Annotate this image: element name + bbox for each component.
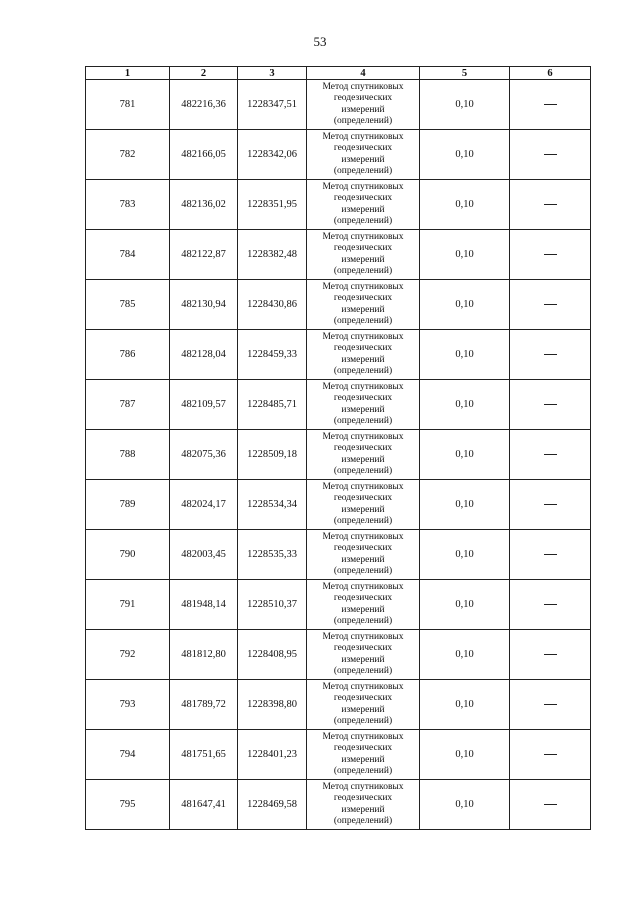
accuracy-cell: 0,10 <box>420 780 510 830</box>
method-line: геодезических <box>333 343 393 353</box>
table-row <box>86 430 591 480</box>
method-line: Метод спутниковых <box>322 331 404 342</box>
point-number-cell: 795 <box>86 780 170 830</box>
method-cell <box>307 730 420 780</box>
accuracy-cell: 0,10 <box>420 430 510 480</box>
table-row <box>86 330 591 380</box>
note-cell <box>510 280 591 330</box>
note-cell <box>510 380 591 430</box>
point-number-cell: 783 <box>86 180 170 230</box>
method-cell <box>307 480 420 530</box>
x-coordinate-cell: 481948,14 <box>170 580 238 630</box>
dash-mark <box>544 554 557 555</box>
accuracy-cell: 0,10 <box>420 380 510 430</box>
method-line: измерений <box>341 104 385 115</box>
note-cell <box>510 630 591 680</box>
method-line: Метод спутниковых <box>322 381 404 392</box>
dash-mark <box>544 754 557 755</box>
accuracy-cell: 0,10 <box>420 230 510 280</box>
accuracy-cell: 0,10 <box>420 80 510 130</box>
column-header: 6 <box>510 67 591 80</box>
method-line: геодезических <box>333 443 393 453</box>
point-number-cell: 793 <box>86 680 170 730</box>
note-cell <box>510 480 591 530</box>
method-line: Метод спутниковых <box>322 781 404 792</box>
y-coordinate-cell: 1228509,18 <box>238 430 307 480</box>
table-row <box>86 130 591 180</box>
method-line: измерений <box>341 754 385 765</box>
x-coordinate-cell: 482024,17 <box>170 480 238 530</box>
x-coordinate-cell: 482109,57 <box>170 380 238 430</box>
point-number-cell: 784 <box>86 230 170 280</box>
dash-mark <box>544 604 557 605</box>
method-line: (определений) <box>333 666 393 676</box>
dash-mark <box>544 104 557 105</box>
method-line: Метод спутниковых <box>322 431 404 442</box>
column-header: 2 <box>170 67 238 80</box>
method-line: геодезических <box>333 693 393 703</box>
column-header: 5 <box>420 67 510 80</box>
method-line: измерений <box>341 204 385 215</box>
y-coordinate-cell: 1228398,80 <box>238 680 307 730</box>
table-row <box>86 80 591 130</box>
note-cell <box>510 80 591 130</box>
dash-mark <box>544 304 557 305</box>
table-row <box>86 180 591 230</box>
method-line: геодезических <box>333 93 393 103</box>
point-number-cell: 787 <box>86 380 170 430</box>
note-cell <box>510 730 591 780</box>
method-line: Метод спутниковых <box>322 681 404 692</box>
method-line: геодезических <box>333 593 393 603</box>
note-cell <box>510 180 591 230</box>
note-cell <box>510 680 591 730</box>
method-line: Метод спутниковых <box>322 281 404 292</box>
method-cell <box>307 680 420 730</box>
method-line: (определений) <box>333 816 393 826</box>
x-coordinate-cell: 482216,36 <box>170 80 238 130</box>
dash-mark <box>544 654 557 655</box>
method-line: геодезических <box>333 243 393 253</box>
x-coordinate-cell: 482166,05 <box>170 130 238 180</box>
note-cell <box>510 430 591 480</box>
accuracy-cell: 0,10 <box>420 680 510 730</box>
method-cell <box>307 180 420 230</box>
point-number-cell: 794 <box>86 730 170 780</box>
method-line: (определений) <box>333 166 393 176</box>
accuracy-cell: 0,10 <box>420 730 510 780</box>
dash-mark <box>544 704 557 705</box>
column-header: 1 <box>86 67 170 80</box>
accuracy-cell: 0,10 <box>420 530 510 580</box>
note-cell <box>510 780 591 830</box>
method-line: (определений) <box>333 266 393 276</box>
accuracy-cell: 0,10 <box>420 180 510 230</box>
table-row <box>86 780 591 830</box>
x-coordinate-cell: 481789,72 <box>170 680 238 730</box>
method-line: измерений <box>341 404 385 415</box>
method-cell <box>307 330 420 380</box>
method-cell <box>307 380 420 430</box>
dash-mark <box>544 154 557 155</box>
point-number-cell: 781 <box>86 80 170 130</box>
method-line: Метод спутниковых <box>322 131 404 142</box>
table-header <box>86 67 591 80</box>
method-line: Метод спутниковых <box>322 231 404 242</box>
table-row <box>86 630 591 680</box>
table-row <box>86 730 591 780</box>
point-number-cell: 790 <box>86 530 170 580</box>
accuracy-cell: 0,10 <box>420 130 510 180</box>
method-cell <box>307 630 420 680</box>
table-row <box>86 480 591 530</box>
method-line: Метод спутниковых <box>322 181 404 192</box>
method-line: геодезических <box>333 293 393 303</box>
accuracy-cell: 0,10 <box>420 330 510 380</box>
accuracy-cell: 0,10 <box>420 480 510 530</box>
x-coordinate-cell: 482122,87 <box>170 230 238 280</box>
y-coordinate-cell: 1228535,33 <box>238 530 307 580</box>
method-line: Метод спутниковых <box>322 481 404 492</box>
y-coordinate-cell: 1228459,33 <box>238 330 307 380</box>
x-coordinate-cell: 482075,36 <box>170 430 238 480</box>
point-number-cell: 788 <box>86 430 170 480</box>
method-line: (определений) <box>333 316 393 326</box>
table-row <box>86 380 591 430</box>
y-coordinate-cell: 1228401,23 <box>238 730 307 780</box>
method-line: геодезических <box>333 543 393 553</box>
dash-mark <box>544 454 557 455</box>
point-number-cell: 785 <box>86 280 170 330</box>
point-number-cell: 792 <box>86 630 170 680</box>
note-cell <box>510 530 591 580</box>
table-row <box>86 580 591 630</box>
method-cell <box>307 80 420 130</box>
method-cell <box>307 430 420 480</box>
point-number-cell: 786 <box>86 330 170 380</box>
page-number: 53 <box>313 34 327 49</box>
y-coordinate-cell: 1228485,71 <box>238 380 307 430</box>
method-line: геодезических <box>333 393 393 403</box>
point-number-cell: 782 <box>86 130 170 180</box>
point-number-cell: 789 <box>86 480 170 530</box>
y-coordinate-cell: 1228430,86 <box>238 280 307 330</box>
dash-mark <box>544 254 557 255</box>
x-coordinate-cell: 482136,02 <box>170 180 238 230</box>
coordinates-table <box>85 66 591 830</box>
method-line: измерений <box>341 654 385 665</box>
y-coordinate-cell: 1228510,37 <box>238 580 307 630</box>
table-row <box>86 530 591 580</box>
method-line: геодезических <box>333 743 393 753</box>
y-coordinate-cell: 1228469,58 <box>238 780 307 830</box>
dash-mark <box>544 404 557 405</box>
accuracy-cell: 0,10 <box>420 280 510 330</box>
y-coordinate-cell: 1228351,95 <box>238 180 307 230</box>
dash-mark <box>544 204 557 205</box>
method-line: измерений <box>341 704 385 715</box>
x-coordinate-cell: 481812,80 <box>170 630 238 680</box>
table-row <box>86 280 591 330</box>
method-line: (определений) <box>333 366 393 376</box>
table-row <box>86 230 591 280</box>
note-cell <box>510 330 591 380</box>
method-line: геодезических <box>333 643 393 653</box>
method-line: Метод спутниковых <box>322 581 404 592</box>
method-line: (определений) <box>333 116 393 126</box>
x-coordinate-cell: 481751,65 <box>170 730 238 780</box>
y-coordinate-cell: 1228347,51 <box>238 80 307 130</box>
method-line: (определений) <box>333 516 393 526</box>
method-line: (определений) <box>333 416 393 426</box>
dash-mark <box>544 804 557 805</box>
method-cell <box>307 580 420 630</box>
y-coordinate-cell: 1228342,06 <box>238 130 307 180</box>
method-line: измерений <box>341 154 385 165</box>
method-cell <box>307 130 420 180</box>
method-cell <box>307 530 420 580</box>
method-line: Метод спутниковых <box>322 731 404 742</box>
method-line: измерений <box>341 604 385 615</box>
x-coordinate-cell: 481647,41 <box>170 780 238 830</box>
note-cell <box>510 230 591 280</box>
method-line: Метод спутниковых <box>322 631 404 642</box>
point-number-cell: 791 <box>86 580 170 630</box>
method-line: Метод спутниковых <box>322 81 404 92</box>
table-row <box>86 680 591 730</box>
method-line: измерений <box>341 254 385 265</box>
note-cell <box>510 130 591 180</box>
x-coordinate-cell: 482003,45 <box>170 530 238 580</box>
method-cell <box>307 230 420 280</box>
accuracy-cell: 0,10 <box>420 630 510 680</box>
dash-mark <box>544 504 557 505</box>
method-line: измерений <box>341 354 385 365</box>
method-line: измерений <box>341 304 385 315</box>
method-line: измерений <box>341 504 385 515</box>
accuracy-cell: 0,10 <box>420 580 510 630</box>
column-header: 4 <box>307 67 420 80</box>
method-line: (определений) <box>333 616 393 626</box>
method-line: (определений) <box>333 766 393 776</box>
method-line: измерений <box>341 454 385 465</box>
method-line: (определений) <box>333 716 393 726</box>
method-line: геодезических <box>333 793 393 803</box>
method-line: (определений) <box>333 566 393 576</box>
x-coordinate-cell: 482130,94 <box>170 280 238 330</box>
table-body <box>86 80 591 830</box>
method-line: геодезических <box>333 493 393 503</box>
method-cell <box>307 780 420 830</box>
y-coordinate-cell: 1228408,95 <box>238 630 307 680</box>
y-coordinate-cell: 1228382,48 <box>238 230 307 280</box>
method-line: измерений <box>341 554 385 565</box>
method-cell <box>307 280 420 330</box>
method-line: геодезических <box>333 193 393 203</box>
method-line: Метод спутниковых <box>322 531 404 542</box>
dash-mark <box>544 354 557 355</box>
method-line: (определений) <box>333 216 393 226</box>
y-coordinate-cell: 1228534,34 <box>238 480 307 530</box>
method-line: геодезических <box>333 143 393 153</box>
note-cell <box>510 580 591 630</box>
method-line: (определений) <box>333 466 393 476</box>
method-line: измерений <box>341 804 385 815</box>
column-header: 3 <box>238 67 307 80</box>
x-coordinate-cell: 482128,04 <box>170 330 238 380</box>
